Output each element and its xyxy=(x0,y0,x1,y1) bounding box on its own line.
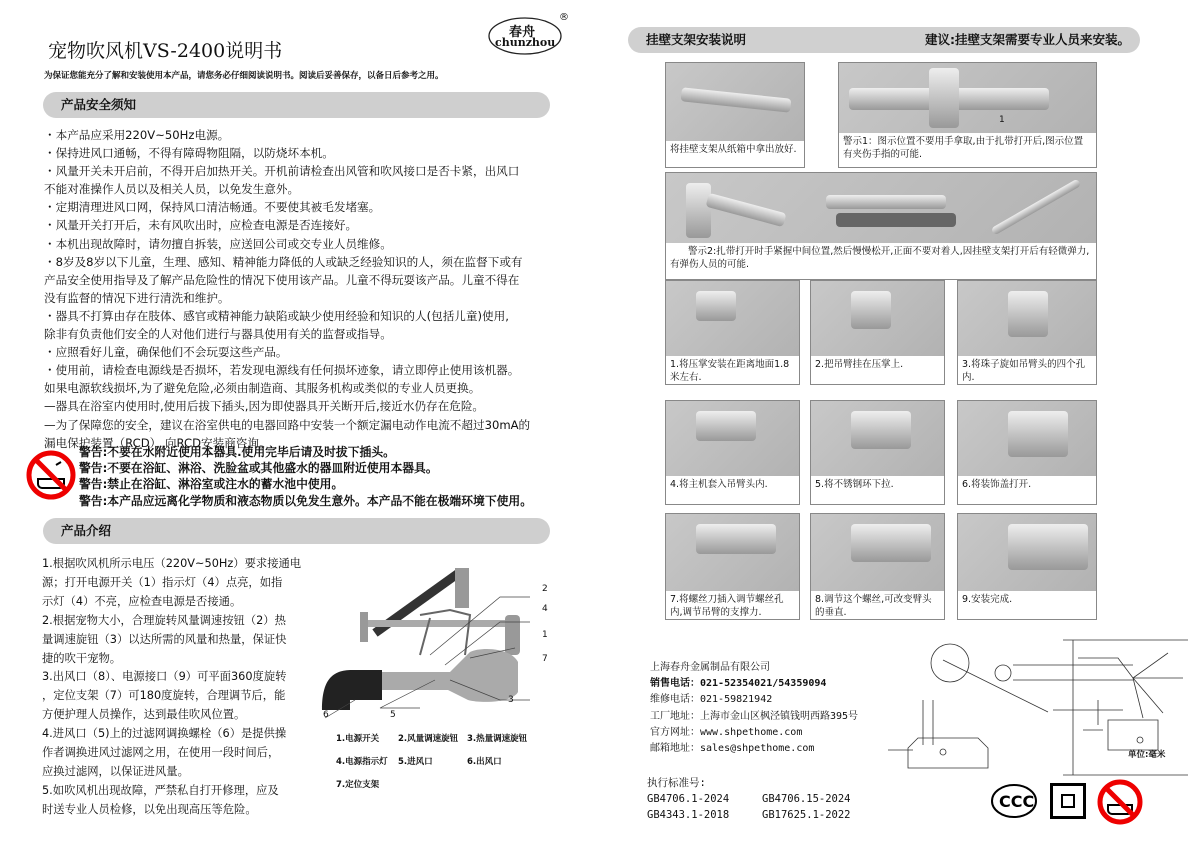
no-bath-icon xyxy=(1096,778,1144,830)
step-caption: 1.将压掌安装在距离地面1.8米左右. xyxy=(670,359,790,383)
step-caption: 警示2:扎带打开时手紧握中间位置,然后慢慢松开,正面不要对着人,因挂壁支架打开后有轻微弹力,有弹伤人员的可能. xyxy=(670,246,1090,270)
standard: GB4343.1-2018 xyxy=(647,809,730,821)
logo-cn: 春舟 xyxy=(509,25,536,40)
email-link[interactable]: 邮箱地址：sales@shpethome.com xyxy=(650,743,815,755)
safety-line: 产品安全使用指导及了解产品危险性的情况下使用该产品。儿童不得玩耍该产品。儿童不得在 xyxy=(44,272,520,287)
step-caption: 3.将珠子旋如吊臂头的四个孔内. xyxy=(962,359,1086,383)
intro-line: 2.根据宠物大小，合理旋转风量调速按钮（2）热 xyxy=(42,613,286,627)
step-photo-c xyxy=(665,172,1097,280)
step-photo-1 xyxy=(665,280,800,385)
step-caption: 7.将螺丝刀插入调节螺丝孔内,调节吊臂的支撑力. xyxy=(670,594,784,618)
warning-line: 警告:禁止在浴缸、淋浴室或注水的蓄水池中使用。 xyxy=(79,477,344,492)
callout-7: 7 xyxy=(542,654,548,664)
callout-3: 3 xyxy=(508,695,514,705)
intro-line: 4.进风口（5)上的过滤网调换螺栓（6）是提供操 xyxy=(42,727,287,741)
bracket-heading xyxy=(628,27,1140,53)
step-caption: 将挂壁支架从纸箱中拿出放好. xyxy=(670,144,797,155)
safety-line: ・8岁及8岁以下儿童，生理、感知、精神能力降低的人或缺乏经验知识的人，须在监督下或有 xyxy=(44,254,523,269)
warning-line: 警告:不要在浴缸、淋浴、洗脸盆或其他盛水的器皿附近使用本器具。 xyxy=(79,461,438,476)
part-label: 4.电源指示灯 xyxy=(336,757,388,767)
intro-line: 应换过滤网，以保证进风量。 xyxy=(42,764,189,778)
part-label: 3.热量调速旋钮 xyxy=(467,734,528,744)
intro-line: 5.如吹风机出现故障，严禁私自打开修理，应及 xyxy=(42,783,279,797)
step-caption: 9.安装完成. xyxy=(962,594,1013,605)
warning-list xyxy=(79,444,599,509)
safety-heading: 产品安全须知 xyxy=(43,92,550,118)
website-link[interactable]: 官方网址：www.shpethome.com xyxy=(650,726,803,738)
intro-line: 1.根据吹风机所示电压（220V~50Hz）要求接通电 xyxy=(42,557,302,570)
logo-en: chunzhou xyxy=(495,36,556,49)
intro-line: 示灯（4）不亮，应检查电源是否接通。 xyxy=(42,594,242,608)
intro-line: ，定位支架（7）可180度旋转，合理调节后，能 xyxy=(42,689,286,703)
standard: GB17625.1-2022 xyxy=(762,809,851,821)
step-caption: 4.将主机套入吊臂头内. xyxy=(670,479,768,490)
safety-line: —器具在浴室内使用时,使用后拔下插头,因为即使器具开关断开后,接近水仍存在危险。 xyxy=(44,399,485,414)
intro-line: 源；打开电源开关（1）指示灯（4）点亮，如指 xyxy=(42,575,283,589)
bracket-heading-text: 挂壁支架安装说明 xyxy=(646,32,747,47)
intro-line: 时送专业人员检修，以免出现高压等危险。 xyxy=(42,802,257,816)
unit-label: 单位:毫米 xyxy=(1128,750,1166,760)
intro-heading: 产品介绍 xyxy=(43,518,550,544)
no-water-icon xyxy=(25,449,77,505)
safety-line: ・本产品应采用220V~50Hz电源。 xyxy=(44,128,230,142)
safety-line: 除非有负责他们安全的人对他们进行与器具使用有关的监督或指导。 xyxy=(44,327,392,342)
step-photo-7 xyxy=(665,513,800,620)
part-label: 6.出风口 xyxy=(467,757,502,767)
dryer-illustration-icon xyxy=(320,560,560,725)
step-photo-9 xyxy=(957,513,1097,620)
class-ii-mark-icon xyxy=(1050,783,1086,819)
installation-drawing xyxy=(888,630,1188,780)
step-photo-5 xyxy=(810,400,945,505)
callout-5: 5 xyxy=(390,710,396,720)
callout-1: 1 xyxy=(542,630,548,640)
company-name: 上海春舟金属制品有限公司 xyxy=(650,662,770,673)
dryer-diagram xyxy=(320,560,560,725)
ccc-mark-icon xyxy=(990,783,1038,823)
warning-line: 警告:不要在水附近使用本器具.使用完毕后请及时拔下插头。 xyxy=(79,445,395,459)
step-photo-8 xyxy=(810,513,945,620)
standards xyxy=(647,775,851,823)
company-info xyxy=(650,660,858,757)
safety-line: ・应照看好儿童，确保他们不会玩耍这些产品。 xyxy=(44,345,288,360)
intro-line: 作者调换进风过滤网之用，在使用一段时间后， xyxy=(42,746,280,760)
intro-line: 3.出风口（8）、电源接口（9）可平面360度旋转 xyxy=(42,670,287,684)
intro-line: 量调速旋钮（3）以达所需的风量和热量，保证快 xyxy=(42,632,287,646)
manual-title: 宠物吹风机VS-2400说明书 xyxy=(48,40,283,62)
brand-logo xyxy=(487,12,567,56)
standard: GB4706.15-2024 xyxy=(762,793,851,805)
step-caption: 2.把吊臂挂在压掌上. xyxy=(815,359,904,370)
callout-6: 6 xyxy=(323,710,329,720)
svg-text:CCC: CCC xyxy=(999,792,1035,811)
part-label: 1.电源开关 xyxy=(336,734,380,744)
step-photo-3 xyxy=(957,280,1097,385)
safety-line: ・定期清理进风口网，保持风口清洁畅通。不要使其被毛发堵塞。 xyxy=(44,200,381,215)
safety-line: ・本机出现故障时，请勿擅自拆装，应送回公司或交专业人员维修。 xyxy=(44,236,392,251)
sales-phone: 销售电话：021-52354021/54359094 xyxy=(650,678,827,690)
standards-label: 执行标准号: xyxy=(647,777,706,789)
part-label: 7.定位支架 xyxy=(336,780,380,790)
intro-list xyxy=(42,555,312,820)
repair-phone: 维修电话：021-59821942 xyxy=(650,694,773,706)
logo-reg: ® xyxy=(559,12,569,23)
step-photo-b xyxy=(838,62,1097,168)
safety-line: 没有监督的情况下进行清洗和维护。 xyxy=(44,290,230,305)
safety-line: —为了保障您的安全，建议在浴室供电的电器回路中安装一个额定漏电动作电流不超过30mA的 xyxy=(44,417,531,432)
standard: GB4706.1-2024 xyxy=(647,793,730,805)
step-caption: 警示1：图示位置不要用手拿取,由于扎带打开后,图示位置有夹伤手指的可能. xyxy=(843,136,1084,160)
intro-line: 方便护理人员操作，达到最佳吹风位置。 xyxy=(42,708,246,722)
safety-line: 如果电源软线损坏,为了避免危险,必须由制造商、其服务机构或类似的专业人员更换。 xyxy=(44,381,481,396)
intro-line: 捷的吹干宠物。 xyxy=(42,651,122,665)
callout-4: 4 xyxy=(542,604,548,614)
safety-list xyxy=(44,126,589,452)
step-caption: 8.调节这个螺丝,可改变臂头的垂直. xyxy=(815,594,932,618)
part-label: 5.进风口 xyxy=(398,757,433,767)
safety-line: ・保持进风口通畅，不得有障碍物阻隔，以防烧坏本机。 xyxy=(44,146,334,161)
safety-line: ・风量开关未开启前，不得开启加热开关。开机前请检查出风管和吹风接口是否卡紧，出风口 xyxy=(44,164,520,179)
step-photo-6 xyxy=(957,400,1097,505)
safety-line: ・器具不打算由存在肢体、感官或精神能力缺陷或缺少使用经验和知识的人(包括儿童)使用, xyxy=(44,308,509,323)
step-photo-4 xyxy=(665,400,800,505)
warning-line: 警告:本产品应远离化学物质和液态物质以免发生意外。本产品不能在极端环境下使用。 xyxy=(79,493,533,508)
step-caption: 5.将不锈钢环下拉. xyxy=(815,479,894,490)
safety-line: 漏电保护装置（RCD）,向RCD安装商咨询。 xyxy=(44,435,271,450)
step-caption: 6.将装饰盖打开. xyxy=(962,479,1032,490)
part-label: 2.风量调速旋钮 xyxy=(398,734,459,744)
callout-1: 1 xyxy=(999,115,1005,125)
step-photo-2 xyxy=(810,280,945,385)
safety-line: ・风量开关打开后，未有风吹出时，应检查电源是否连接好。 xyxy=(44,218,358,233)
step-photo-a xyxy=(665,62,805,168)
safety-line: ・使用前，请检查电源线是否损坏，若发现电源线有任何损坏迹象，请立即停止使用该机器。 xyxy=(44,363,520,378)
bracket-advice: 建议:挂壁支架需要专业人员来安装。 xyxy=(925,32,1130,47)
manual-subtitle: 为保证您能充分了解和安装使用本产品，请您务必仔细阅读说明书。阅读后妥善保存，以备日后参考之用。 xyxy=(44,71,444,81)
safety-line: 不能对准操作人员以及相关人员，以免发生意外。 xyxy=(44,182,300,197)
factory-address: 工厂地址：上海市金山区枫泾镇钱明西路395号 xyxy=(650,710,859,722)
callout-2: 2 xyxy=(542,584,548,594)
